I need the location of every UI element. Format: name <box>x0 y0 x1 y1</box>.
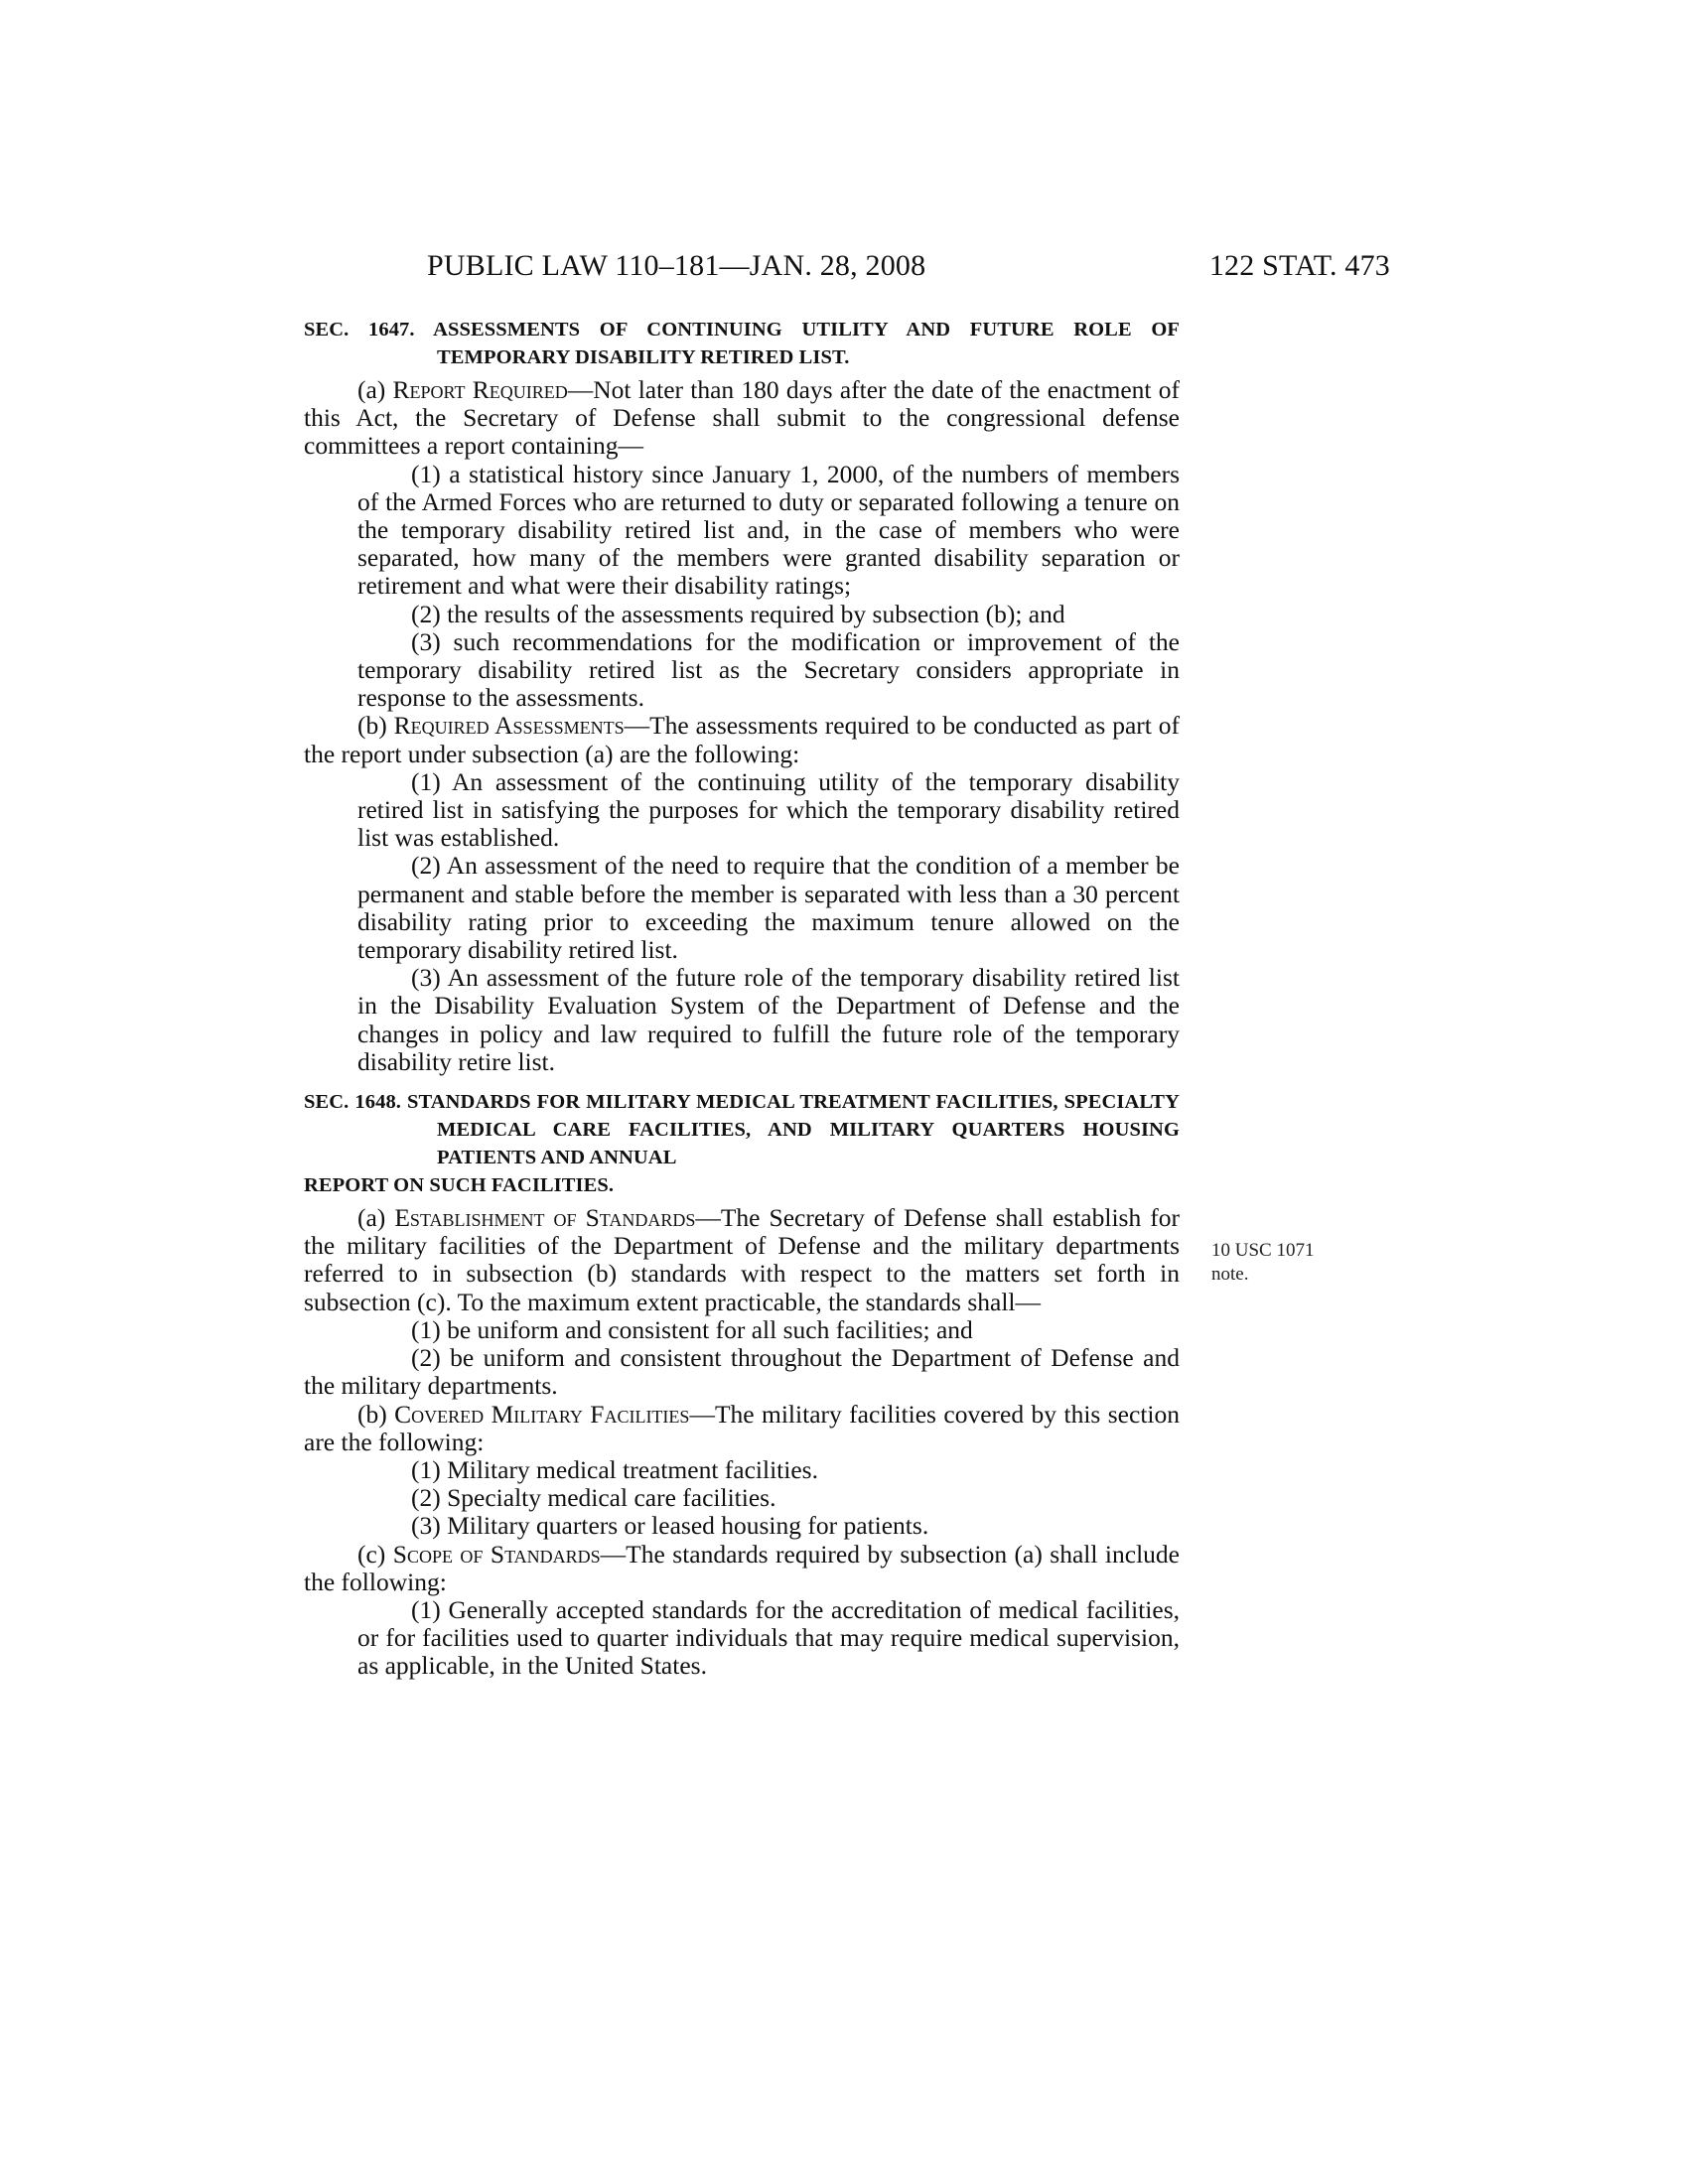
sec1648-b-item-3: (3) Military quarters or leased housing for patients. <box>411 1511 929 1541</box>
subsection-label: (b) <box>357 1399 395 1429</box>
subsection-text: —The Secretary of Defense shall establish for the military facilities of the Department of Defense and the military departments referred to in subsection (b) standards with respect to the matters set forth in subsection (c). To the maximum extent practicable, the standards shall— <box>304 1203 1180 1316</box>
margin-citation-note <box>1211 1239 1350 1287</box>
subsection-label: (c) <box>357 1539 393 1569</box>
sec1648-b-item-2: (2) Specialty medical care facilities. <box>411 1483 776 1513</box>
sec1648-a-item-1: (1) be uniform and consistent for all such facilities; and <box>411 1314 973 1344</box>
section-1648-heading-main: SEC. 1648. STANDARDS FOR MILITARY MEDICAL TREATMENT FACILITIES, SPECIALTY MEDICAL CARE FACILITIES, AND MILITARY QUARTERS HOUSING PATIENTS AND ANNUAL <box>304 1091 1180 1169</box>
margin-note-suffix: note. <box>1211 1264 1249 1285</box>
margin-note-citation: 10 USC 1071 <box>1211 1240 1315 1261</box>
subsection-caption: Establishment of Standards <box>394 1203 696 1233</box>
subsection-label: (a) <box>357 1203 395 1233</box>
sec1647-a-item-1: (1) a statistical history since January 1, 2000, of the numbers of members of the Armed Forces who are returned to duty or separated following a tenure on the temporary disability retired list and, in the case of members who were separated, how many of the members were granted disability separation or retirement and what were their disability ratings; <box>357 459 1180 601</box>
page-header <box>304 246 1390 286</box>
section-1647-heading: SEC. 1647. ASSESSMENTS OF CONTINUING UTILITY AND FUTURE ROLE OF TEMPORARY DISABILITY RETIRED LIST. <box>304 319 1180 368</box>
section-1648-heading <box>304 1088 1180 1199</box>
subsection-text: —The military facilities covered by this section are the following: <box>304 1399 1180 1456</box>
sec1647-subsection-a <box>304 376 1180 461</box>
sec1648-subsection-c <box>304 1541 1180 1596</box>
section-1648-heading-last: REPORT ON SUCH FACILITIES. <box>304 1174 615 1197</box>
subsection-label: (a) <box>357 375 393 404</box>
sec1648-b-item-1: (1) Military medical treatment facilities. <box>411 1454 818 1484</box>
sec1647-b-item-3: (3) An assessment of the future role of the temporary disability retired list in the Disability Evaluation System of the Department of Defense and the changes in policy and law required to fulfill the future role of the temporary disability retire list. <box>357 963 1180 1076</box>
sec1648-a-item-2: (2) be uniform and consistent throughout the Department of Defense and the military departments. <box>304 1343 1180 1401</box>
subsection-caption: Covered Military Facilities <box>394 1399 690 1429</box>
sec1647-subsection-b <box>304 712 1180 767</box>
sec1647-a-item-3: (3) such recommendations for the modification or improvement of the temporary disability retired list as the Secretary considers appropriate in response to the assessments. <box>357 626 1180 713</box>
statute-page-number: 122 STAT. 473 <box>1208 249 1390 282</box>
running-title: PUBLIC LAW 110–181—JAN. 28, 2008 <box>427 249 926 282</box>
subsection-text: —The assessments required to be conducted as part of the report under subsection (a) are the following: <box>304 711 1180 768</box>
subsection-caption: Report Required <box>392 375 568 404</box>
sec1647-a-item-2: (2) the results of the assessments required by subsection (b); and <box>411 599 1065 628</box>
subsection-label: (b) <box>357 711 394 741</box>
subsection-text: —The standards required by subsection (a) shall include the following: <box>304 1539 1180 1596</box>
sec1648-subsection-a <box>304 1204 1180 1316</box>
sec1648-c-item-1: (1) Generally accepted standards for the accreditation of medical facilities, or for facilities used to quarter individuals that may require medical supervision, as applicable, in the United States. <box>357 1594 1180 1681</box>
subsection-text: —Not later than 180 days after the date of the enactment of this Act, the Secretary of Defense shall submit to the congressional defense committees a report containing— <box>304 375 1180 461</box>
sec1647-b-item-2: (2) An assessment of the need to require that the condition of a member be permanent and stable before the member is separated with less than a 30 percent disability rating prior to exceeding the maximum tenure allowed on the temporary disability retired list. <box>357 851 1180 965</box>
sec1647-b-item-1: (1) An assessment of the continuing utility of the temporary disability retired list in satisfying the purposes for which the temporary disability retired list was established. <box>357 766 1180 853</box>
subsection-caption: Scope of Standards <box>392 1539 601 1569</box>
subsection-caption: Required Assessments <box>393 711 625 741</box>
document-body <box>304 316 1180 1681</box>
sec1648-subsection-b <box>304 1401 1180 1456</box>
